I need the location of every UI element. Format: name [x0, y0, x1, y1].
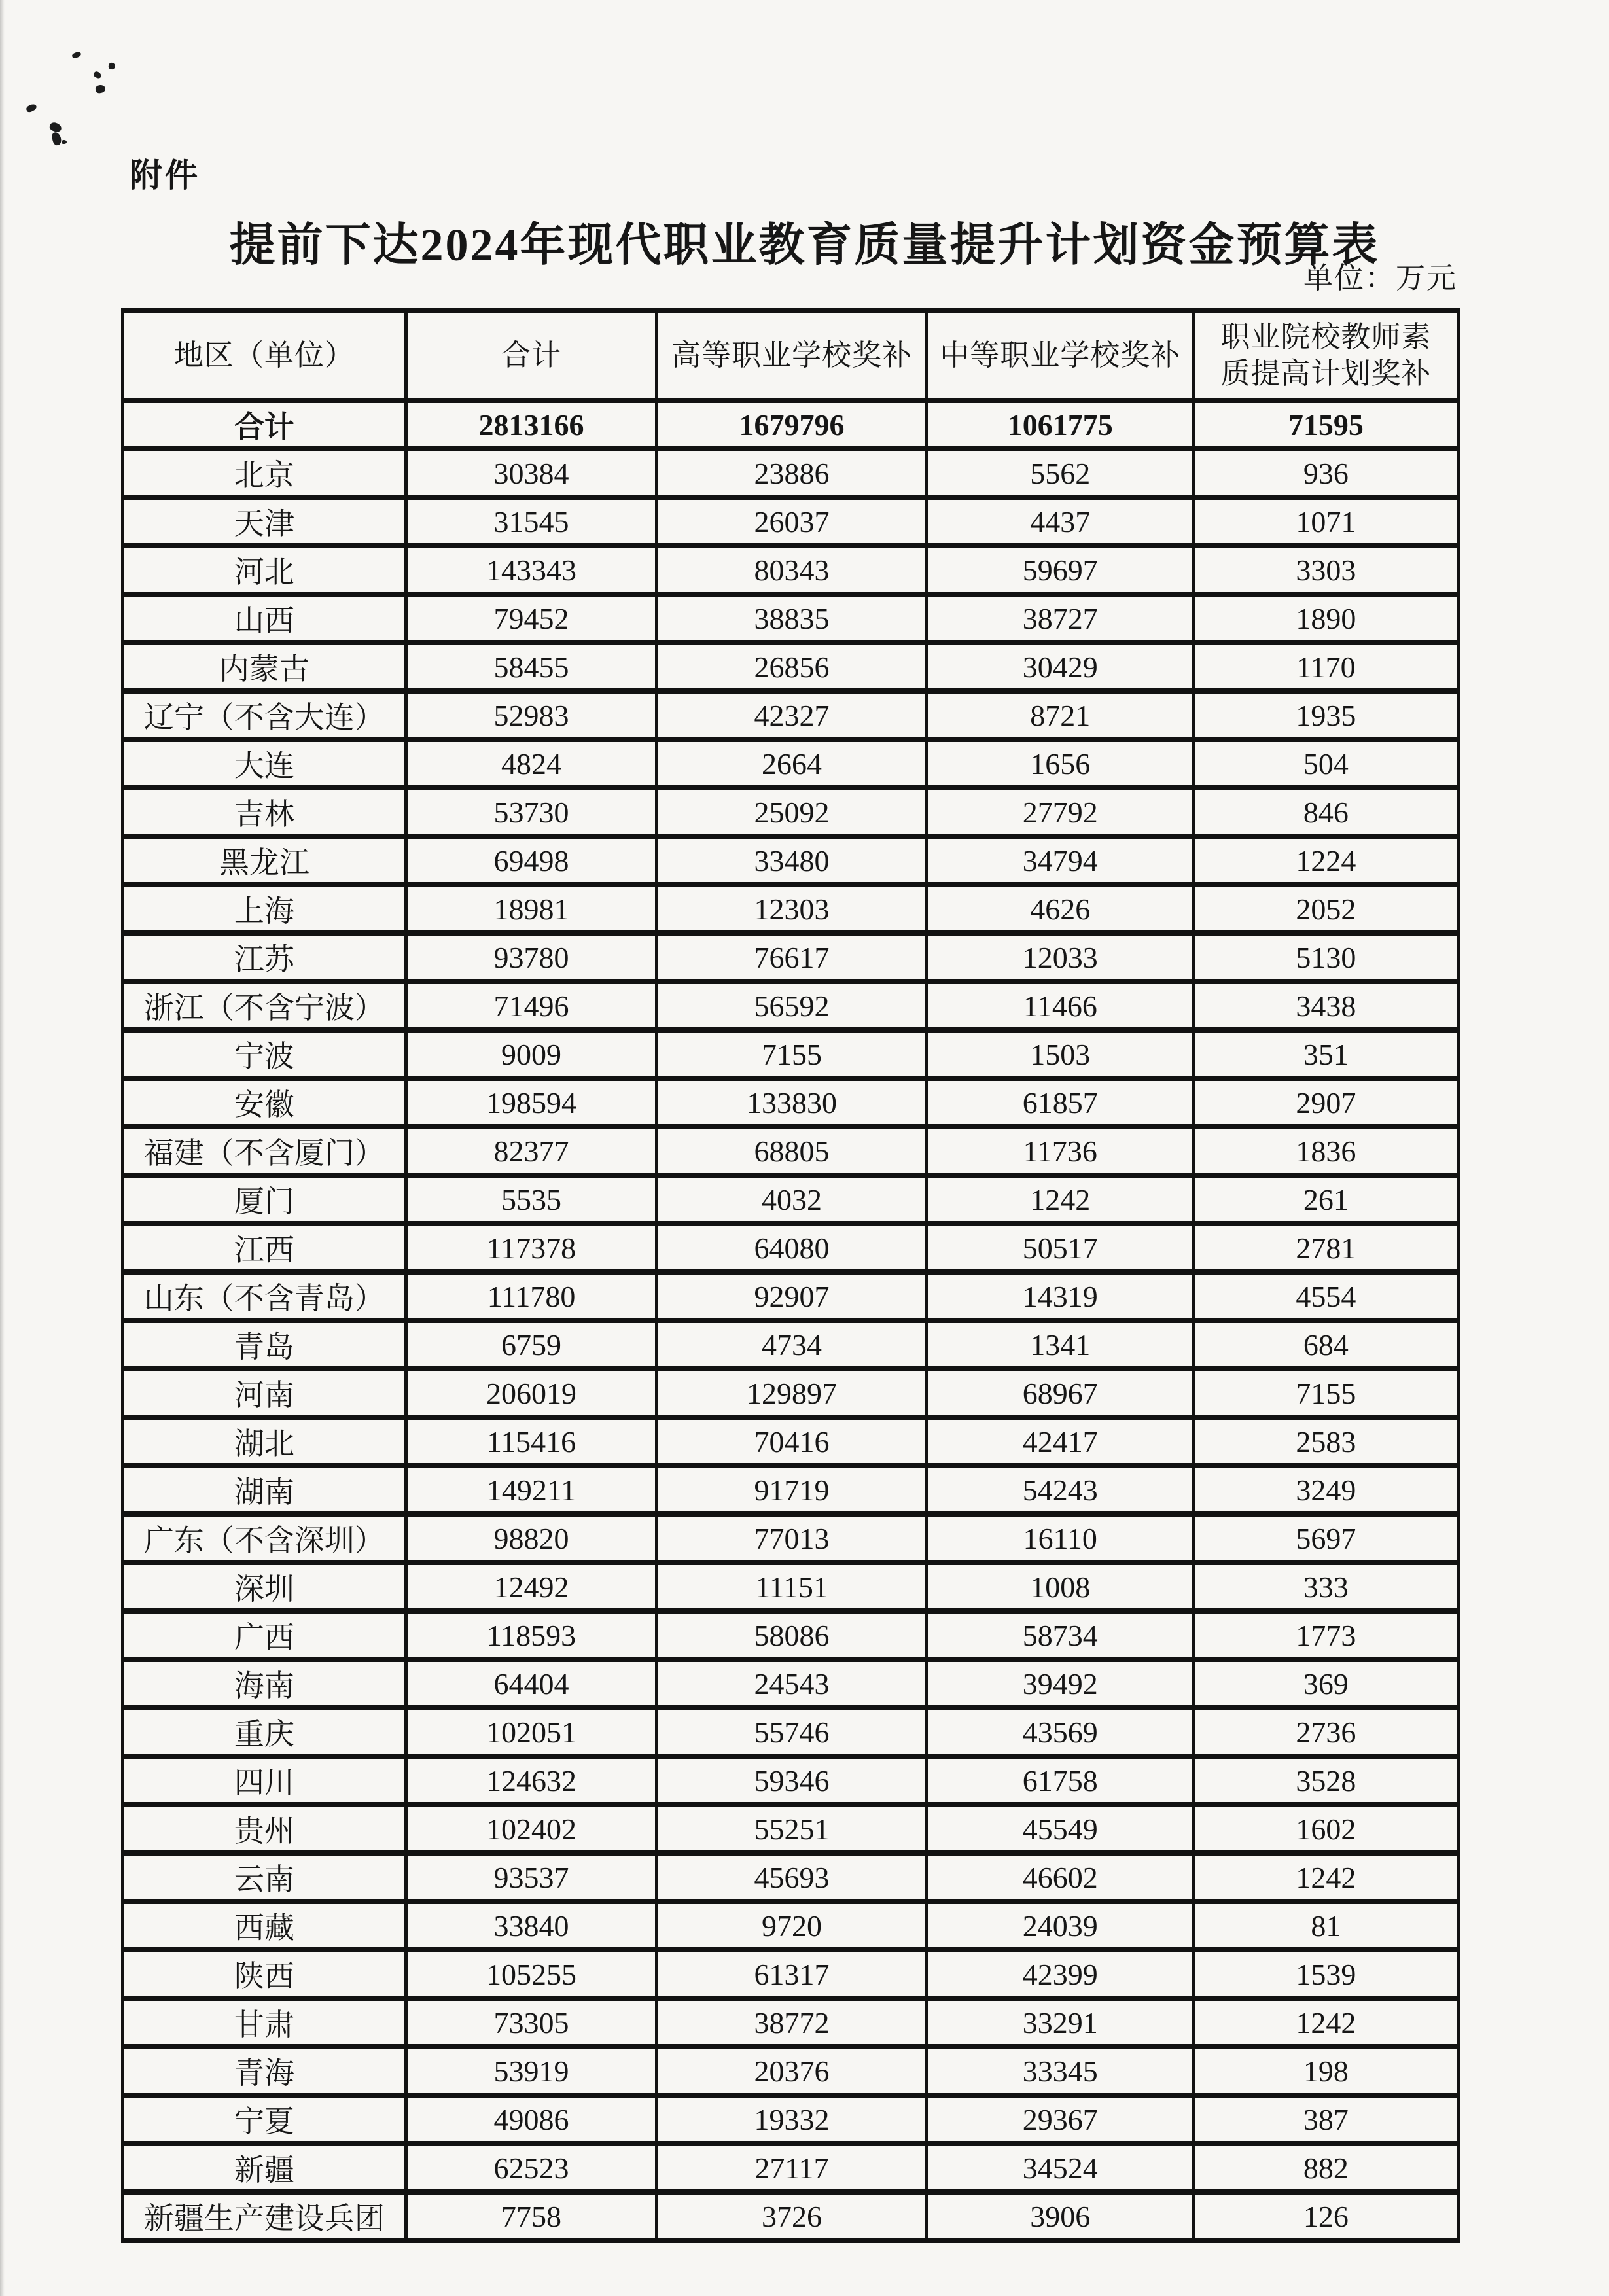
value-cell: 102402 [406, 1805, 657, 1853]
value-cell: 8721 [927, 691, 1193, 739]
region-cell: 合计 [123, 400, 406, 449]
value-cell: 206019 [406, 1369, 657, 1417]
value-cell: 1242 [927, 1175, 1193, 1224]
region-cell: 广东（不含深圳） [123, 1514, 406, 1563]
region-cell: 宁夏 [123, 2095, 406, 2144]
value-cell: 7155 [657, 1030, 927, 1078]
region-cell: 福建（不含厦门） [123, 1127, 406, 1175]
value-cell: 45549 [927, 1805, 1193, 1853]
scan-edge-artifact [0, 0, 5, 2296]
value-cell: 53919 [406, 2047, 657, 2095]
table-row [123, 1272, 1459, 1320]
value-cell: 16110 [927, 1514, 1193, 1563]
table-row [123, 836, 1459, 885]
value-cell: 68805 [657, 1127, 927, 1175]
value-cell: 61758 [927, 1756, 1193, 1805]
value-cell: 1242 [1193, 1853, 1458, 1901]
region-cell: 河南 [123, 1369, 406, 1417]
value-cell: 4626 [927, 885, 1193, 933]
value-cell: 55746 [657, 1708, 927, 1756]
value-cell: 33291 [927, 1998, 1193, 2047]
value-cell: 3249 [1193, 1466, 1458, 1514]
value-cell: 98820 [406, 1514, 657, 1563]
value-cell: 38772 [657, 1998, 927, 2047]
table-row [123, 981, 1459, 1030]
value-cell: 93780 [406, 933, 657, 981]
table-row [123, 1998, 1459, 2047]
value-cell: 4032 [657, 1175, 927, 1224]
value-cell: 1061775 [927, 400, 1193, 449]
region-cell: 广西 [123, 1611, 406, 1659]
value-cell: 105255 [406, 1950, 657, 1998]
value-cell: 369 [1193, 1659, 1458, 1708]
value-cell: 124632 [406, 1756, 657, 1805]
value-cell: 92907 [657, 1272, 927, 1320]
value-cell: 93537 [406, 1853, 657, 1901]
value-cell: 33840 [406, 1901, 657, 1950]
header-row [123, 310, 1459, 400]
ink-mark [93, 71, 103, 80]
value-cell: 54243 [927, 1466, 1193, 1514]
value-cell: 1242 [1193, 1998, 1458, 2047]
value-cell: 42327 [657, 691, 927, 739]
value-cell: 9009 [406, 1030, 657, 1078]
value-cell: 351 [1193, 1030, 1458, 1078]
region-cell: 湖南 [123, 1466, 406, 1514]
table-row [123, 933, 1459, 981]
table-row [123, 1514, 1459, 1563]
value-cell: 1679796 [657, 400, 927, 449]
value-cell: 846 [1193, 788, 1458, 836]
ink-mark [71, 51, 82, 59]
value-cell: 50517 [927, 1224, 1193, 1272]
value-cell: 58086 [657, 1611, 927, 1659]
value-cell: 55251 [657, 1805, 927, 1853]
value-cell: 3528 [1193, 1756, 1458, 1805]
value-cell: 30384 [406, 449, 657, 497]
value-cell: 33345 [927, 2047, 1193, 2095]
value-cell: 91719 [657, 1466, 927, 1514]
value-cell: 1341 [927, 1320, 1193, 1369]
value-cell: 62523 [406, 2144, 657, 2192]
ink-mark [51, 132, 63, 147]
table-row [123, 1175, 1459, 1224]
ink-mark [48, 121, 62, 133]
table-row [123, 1659, 1459, 1708]
value-cell: 11736 [927, 1127, 1193, 1175]
header-total: 合计 [406, 310, 657, 400]
value-cell: 1071 [1193, 497, 1458, 546]
value-cell: 45693 [657, 1853, 927, 1901]
value-cell: 4734 [657, 1320, 927, 1369]
region-cell: 湖北 [123, 1417, 406, 1466]
value-cell: 46602 [927, 1853, 1193, 1901]
value-cell: 12492 [406, 1563, 657, 1611]
table-row [123, 2192, 1459, 2240]
value-cell: 4554 [1193, 1272, 1458, 1320]
value-cell: 71595 [1193, 400, 1458, 449]
value-cell: 126 [1193, 2192, 1458, 2240]
value-cell: 333 [1193, 1563, 1458, 1611]
region-cell: 陕西 [123, 1950, 406, 1998]
value-cell: 117378 [406, 1224, 657, 1272]
value-cell: 1773 [1193, 1611, 1458, 1659]
table-row [123, 1611, 1459, 1659]
table-row [123, 691, 1459, 739]
value-cell: 2664 [657, 739, 927, 788]
value-cell: 58455 [406, 643, 657, 691]
value-cell: 1539 [1193, 1950, 1458, 1998]
value-cell: 1008 [927, 1563, 1193, 1611]
value-cell: 20376 [657, 2047, 927, 2095]
header-teacher-quality: 职业院校教师素质提高计划奖补 [1193, 310, 1458, 400]
table-row [123, 1805, 1459, 1853]
attachment-label: 附件 [130, 157, 200, 194]
value-cell: 684 [1193, 1320, 1458, 1369]
unit-note: 单位：万元 [1303, 262, 1457, 294]
value-cell: 77013 [657, 1514, 927, 1563]
value-cell: 80343 [657, 546, 927, 594]
region-cell: 吉林 [123, 788, 406, 836]
value-cell: 71496 [406, 981, 657, 1030]
value-cell: 882 [1193, 2144, 1458, 2192]
value-cell: 143343 [406, 546, 657, 594]
value-cell: 23886 [657, 449, 927, 497]
region-cell: 西藏 [123, 1901, 406, 1950]
value-cell: 61857 [927, 1078, 1193, 1127]
region-cell: 大连 [123, 739, 406, 788]
value-cell: 69498 [406, 836, 657, 885]
value-cell: 198594 [406, 1078, 657, 1127]
value-cell: 7155 [1193, 1369, 1458, 1417]
region-cell: 北京 [123, 449, 406, 497]
value-cell: 56592 [657, 981, 927, 1030]
value-cell: 73305 [406, 1998, 657, 2047]
value-cell: 29367 [927, 2095, 1193, 2144]
table-row [123, 788, 1459, 836]
table-row [123, 594, 1459, 643]
value-cell: 26037 [657, 497, 927, 546]
region-cell: 云南 [123, 1853, 406, 1901]
value-cell: 64404 [406, 1659, 657, 1708]
table-row [123, 546, 1459, 594]
region-cell: 贵州 [123, 1805, 406, 1853]
value-cell: 33480 [657, 836, 927, 885]
value-cell: 2781 [1193, 1224, 1458, 1272]
table-row [123, 449, 1459, 497]
region-cell: 甘肃 [123, 1998, 406, 2047]
region-cell: 浙江（不含宁波） [123, 981, 406, 1030]
value-cell: 24039 [927, 1901, 1193, 1950]
value-cell: 11466 [927, 981, 1193, 1030]
value-cell: 34794 [927, 836, 1193, 885]
region-cell: 天津 [123, 497, 406, 546]
region-cell: 山西 [123, 594, 406, 643]
region-cell: 安徽 [123, 1078, 406, 1127]
value-cell: 2907 [1193, 1078, 1458, 1127]
table-row [123, 497, 1459, 546]
region-cell: 辽宁（不含大连） [123, 691, 406, 739]
region-cell: 黑龙江 [123, 836, 406, 885]
value-cell: 7758 [406, 2192, 657, 2240]
table-row [123, 1030, 1459, 1078]
region-cell: 上海 [123, 885, 406, 933]
value-cell: 2583 [1193, 1417, 1458, 1466]
value-cell: 12033 [927, 933, 1193, 981]
region-cell: 青岛 [123, 1320, 406, 1369]
value-cell: 5130 [1193, 933, 1458, 981]
value-cell: 1935 [1193, 691, 1458, 739]
page-title: 提前下达2024年现代职业教育质量提升计划资金预算表 [229, 221, 1380, 271]
table-row [123, 1320, 1459, 1369]
table-row [123, 739, 1459, 788]
value-cell: 26856 [657, 643, 927, 691]
value-cell: 53730 [406, 788, 657, 836]
value-cell: 5697 [1193, 1514, 1458, 1563]
value-cell: 129897 [657, 1369, 927, 1417]
value-cell: 1656 [927, 739, 1193, 788]
value-cell: 3438 [1193, 981, 1458, 1030]
value-cell: 38727 [927, 594, 1193, 643]
value-cell: 504 [1193, 739, 1458, 788]
region-cell: 新疆 [123, 2144, 406, 2192]
value-cell: 19332 [657, 2095, 927, 2144]
value-cell: 1170 [1193, 643, 1458, 691]
value-cell: 70416 [657, 1417, 927, 1466]
value-cell: 261 [1193, 1175, 1458, 1224]
table-row [123, 1853, 1459, 1901]
value-cell: 3303 [1193, 546, 1458, 594]
value-cell: 6759 [406, 1320, 657, 1369]
table-row [123, 1901, 1459, 1950]
value-cell: 2813166 [406, 400, 657, 449]
region-cell: 重庆 [123, 1708, 406, 1756]
value-cell: 102051 [406, 1708, 657, 1756]
value-cell: 38835 [657, 594, 927, 643]
value-cell: 82377 [406, 1127, 657, 1175]
table-row [123, 2047, 1459, 2095]
value-cell: 11151 [657, 1563, 927, 1611]
value-cell: 18981 [406, 885, 657, 933]
value-cell: 5562 [927, 449, 1193, 497]
value-cell: 2052 [1193, 885, 1458, 933]
value-cell: 387 [1193, 2095, 1458, 2144]
region-cell: 山东（不含青岛） [123, 1272, 406, 1320]
table-row [123, 1756, 1459, 1805]
value-cell: 14319 [927, 1272, 1193, 1320]
value-cell: 1890 [1193, 594, 1458, 643]
value-cell: 118593 [406, 1611, 657, 1659]
value-cell: 1602 [1193, 1805, 1458, 1853]
value-cell: 49086 [406, 2095, 657, 2144]
table-row [123, 1078, 1459, 1127]
value-cell: 30429 [927, 643, 1193, 691]
header-region: 地区（单位） [123, 310, 406, 400]
value-cell: 1503 [927, 1030, 1193, 1078]
value-cell: 24543 [657, 1659, 927, 1708]
table-row [123, 1417, 1459, 1466]
value-cell: 43569 [927, 1708, 1193, 1756]
value-cell: 81 [1193, 1901, 1458, 1950]
ink-mark [26, 103, 38, 113]
value-cell: 34524 [927, 2144, 1193, 2192]
table-row [123, 1369, 1459, 1417]
table-row [123, 885, 1459, 933]
value-cell: 39492 [927, 1659, 1193, 1708]
value-cell: 64080 [657, 1224, 927, 1272]
value-cell: 61317 [657, 1950, 927, 1998]
value-cell: 79452 [406, 594, 657, 643]
value-cell: 936 [1193, 449, 1458, 497]
value-cell: 3726 [657, 2192, 927, 2240]
value-cell: 133830 [657, 1078, 927, 1127]
value-cell: 198 [1193, 2047, 1458, 2095]
header-secondary-vocational: 中等职业学校奖补 [927, 310, 1193, 400]
region-cell: 新疆生产建设兵团 [123, 2192, 406, 2240]
value-cell: 27117 [657, 2144, 927, 2192]
table-row [123, 1950, 1459, 1998]
table-row [123, 1127, 1459, 1175]
region-cell: 江苏 [123, 933, 406, 981]
header-higher-vocational: 高等职业学校奖补 [657, 310, 927, 400]
value-cell: 59697 [927, 546, 1193, 594]
table-row [123, 1563, 1459, 1611]
value-cell: 52983 [406, 691, 657, 739]
value-cell: 4824 [406, 739, 657, 788]
value-cell: 149211 [406, 1466, 657, 1514]
table-row [123, 643, 1459, 691]
region-cell: 内蒙古 [123, 643, 406, 691]
value-cell: 5535 [406, 1175, 657, 1224]
ink-mark [95, 84, 106, 94]
value-cell: 3906 [927, 2192, 1193, 2240]
value-cell: 68967 [927, 1369, 1193, 1417]
table-row [123, 1224, 1459, 1272]
value-cell: 42399 [927, 1950, 1193, 1998]
value-cell: 12303 [657, 885, 927, 933]
value-cell: 59346 [657, 1756, 927, 1805]
table-row [123, 2144, 1459, 2192]
table-row-total [123, 400, 1459, 449]
value-cell: 2736 [1193, 1708, 1458, 1756]
budget-table [121, 308, 1460, 2243]
value-cell: 27792 [927, 788, 1193, 836]
value-cell: 1224 [1193, 836, 1458, 885]
table-row [123, 1466, 1459, 1514]
region-cell: 深圳 [123, 1563, 406, 1611]
value-cell: 31545 [406, 497, 657, 546]
value-cell: 4437 [927, 497, 1193, 546]
value-cell: 111780 [406, 1272, 657, 1320]
region-cell: 海南 [123, 1659, 406, 1708]
ink-mark [62, 140, 67, 144]
value-cell: 58734 [927, 1611, 1193, 1659]
region-cell: 厦门 [123, 1175, 406, 1224]
region-cell: 河北 [123, 546, 406, 594]
table-body [123, 400, 1459, 2240]
value-cell: 76617 [657, 933, 927, 981]
region-cell: 四川 [123, 1756, 406, 1805]
value-cell: 115416 [406, 1417, 657, 1466]
region-cell: 青海 [123, 2047, 406, 2095]
table-row [123, 1708, 1459, 1756]
value-cell: 25092 [657, 788, 927, 836]
value-cell: 42417 [927, 1417, 1193, 1466]
region-cell: 宁波 [123, 1030, 406, 1078]
ink-mark [108, 62, 116, 70]
value-cell: 9720 [657, 1901, 927, 1950]
table-row [123, 2095, 1459, 2144]
region-cell: 江西 [123, 1224, 406, 1272]
value-cell: 1836 [1193, 1127, 1458, 1175]
